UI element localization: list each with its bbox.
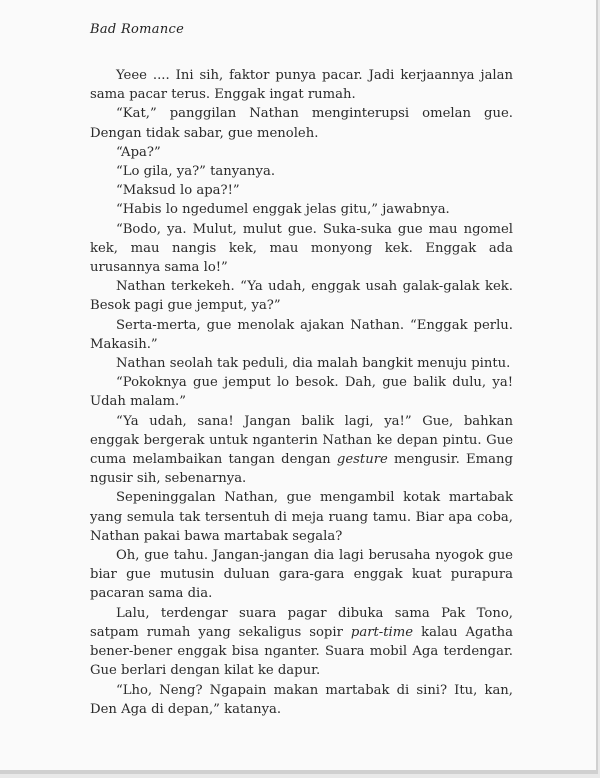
emphasis: part-time bbox=[350, 624, 414, 640]
paragraph: Nathan terkekeh. “Ya udah, enggak usah galak-galak kek. Besok pagi gue jemput, ya?” bbox=[90, 279, 513, 314]
paragraph: “Habis lo ngedumel enggak jelas gitu,” jawabnya. bbox=[116, 202, 450, 218]
paragraph: “Maksud lo apa?!” bbox=[116, 183, 240, 199]
paragraph: Oh, gue tahu. Jangan-jangan dia lagi berusaha nyogok gue biar gue mutusin duluan gara-gara enggak kuat purapura pacaran sama dia. bbox=[90, 548, 513, 602]
paragraph: Lalu, terdengar suara pagar dibuka sama Pak Tono, satpam rumah yang sekaligus sopir part-time kalau Agatha bener-bener enggak bisa nganter. Suara mobil Aga terdengar. Gue berlari dengan kilat ke dapur. bbox=[90, 605, 514, 679]
body-text bbox=[90, 66, 513, 719]
paragraph: Nathan seolah tak peduli, dia malah bangkit menuju pintu. bbox=[116, 356, 511, 372]
running-head: Bad Romance bbox=[90, 22, 185, 37]
paragraph: “Lho, Neng? Ngapain makan martabak di sini? Itu, kan, Den Aga di depan,” katanya. bbox=[90, 682, 513, 717]
paragraph: “Lo gila, ya?” tanyanya. bbox=[116, 164, 276, 180]
paragraph: “Ya udah, sana! Jangan balik lagi, ya!” Gue, bahkan enggak bergerak untuk nganterin Nathan ke depan pintu. Gue cuma melambaikan tangan dengan gesture mengusir. Emang ngusir sih, sebenarnya. bbox=[90, 413, 513, 487]
paragraph: “Pokoknya gue jemput lo besok. Dah, gue balik dulu, ya! Udah malam.” bbox=[90, 375, 513, 410]
paragraph: “Apa?” bbox=[116, 144, 161, 160]
emphasis: gesture bbox=[336, 452, 388, 468]
paragraph: Yeee .... Ini sih, faktor punya pacar. Jadi kerjaannya jalan sama pacar terus. Enggak ingat rumah. bbox=[90, 68, 513, 103]
paragraph: Serta-merta, gue menolak ajakan Nathan. “Enggak perlu. Makasih.” bbox=[90, 317, 513, 352]
paragraph: Sepeninggalan Nathan, gue mengambil kotak martabak yang semula tak tersentuh di meja ruang tamu. Biar apa coba, Nathan pakai bawa martabak segala? bbox=[90, 490, 513, 544]
paragraph: “Bodo, ya. Mulut, mulut gue. Suka-suka gue mau ngomel kek, mau nangis kek, mau monyong kek. Enggak ada urusannya sama lo!” bbox=[90, 221, 513, 276]
paragraph: “Kat,” panggilan Nathan menginterupsi omelan gue. Dengan tidak sabar, gue menoleh. bbox=[90, 106, 513, 141]
